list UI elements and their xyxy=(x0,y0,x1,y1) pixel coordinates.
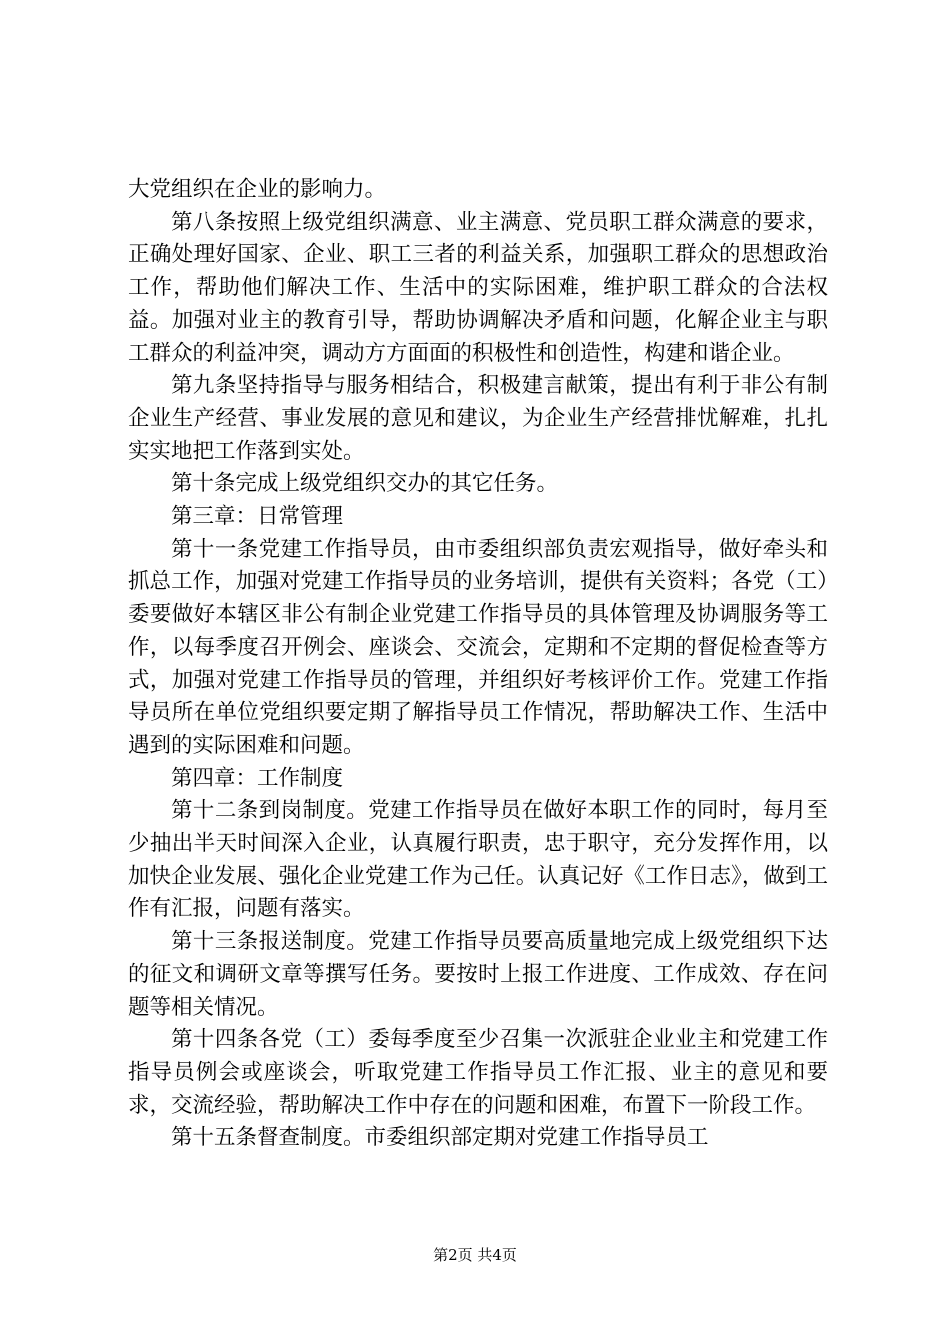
paragraph-article-15: 第十五条督查制度。市委组织部定期对党建工作指导员工 xyxy=(171,1125,709,1151)
document-body xyxy=(128,174,828,1155)
page-number-label: 第2页 共4页 xyxy=(433,1246,517,1264)
paragraph-article-11: 第十一条党建工作指导员，由市委组织部负责宏观指导，做好牵头和抓总工作，加强对党建工作指导员的业务培训，提供有关资料；各党（工）委要做好本辖区非公有制企业党建工作指导员的具体管理及协调服务等工作，以每季度召开例会、座谈会、交流会，定期和不定期的督促检查等方式，加强对党建工作指导员的管理，并组织好考核评价工作。党建工作指导员所在单位党组织要定期了解指导员工作情况，帮助解决工作、生活中遇到的实际困难和问题。 xyxy=(128,536,828,758)
paragraph-article-8: 第八条按照上级党组织满意、业主满意、党员职工群众满意的要求，正确处理好国家、企业、职工三者的利益关系，加强职工群众的思想政治工作，帮助他们解决工作、生活中的实际困难，维护职工群众的合法权益。加强对业主的教育引导，帮助协调解决矛盾和问题，化解企业主与职工群众的利益冲突，调动方方面面的积极性和创造性，构建和谐企业。 xyxy=(128,209,828,366)
paragraph-article-12: 第十二条到岗制度。党建工作指导员在做好本职工作的同时，每月至少抽出半天时间深入企业，认真履行职责，忠于职守，充分发挥作用，以加快企业发展、强化企业党建工作为己任。认真记好《工作日志》，做到工作有汇报，问题有落实。 xyxy=(128,798,828,922)
paragraph-article-10: 第十条完成上级党组织交办的其它任务。 xyxy=(171,471,559,497)
paragraph-article-9: 第九条坚持指导与服务相结合，积极建言献策，提出有利于非公有制企业生产经营、事业发展的意见和建议，为企业生产经营排忧解难，扎扎实实地把工作落到实处。 xyxy=(128,373,828,464)
paragraph-article-13: 第十三条报送制度。党建工作指导员要高质量地完成上级党组织下达的征文和调研文章等撰写任务。要按时上报工作进度、工作成效、存在问题等相关情况。 xyxy=(128,929,828,1020)
chapter-heading-4: 第四章：工作制度 xyxy=(171,765,344,791)
paragraph-continuation: 大党组织在企业的影响力。 xyxy=(128,177,387,202)
page-footer xyxy=(0,1245,950,1265)
chapter-heading-3: 第三章：日常管理 xyxy=(171,504,344,530)
paragraph-article-14: 第十四条各党（工）委每季度至少召集一次派驻企业业主和党建工作指导员例会或座谈会，听取党建工作指导员工作汇报、业主的意见和要求，交流经验，帮助解决工作中存在的问题和困难，布置下一阶段工作。 xyxy=(128,1027,828,1118)
